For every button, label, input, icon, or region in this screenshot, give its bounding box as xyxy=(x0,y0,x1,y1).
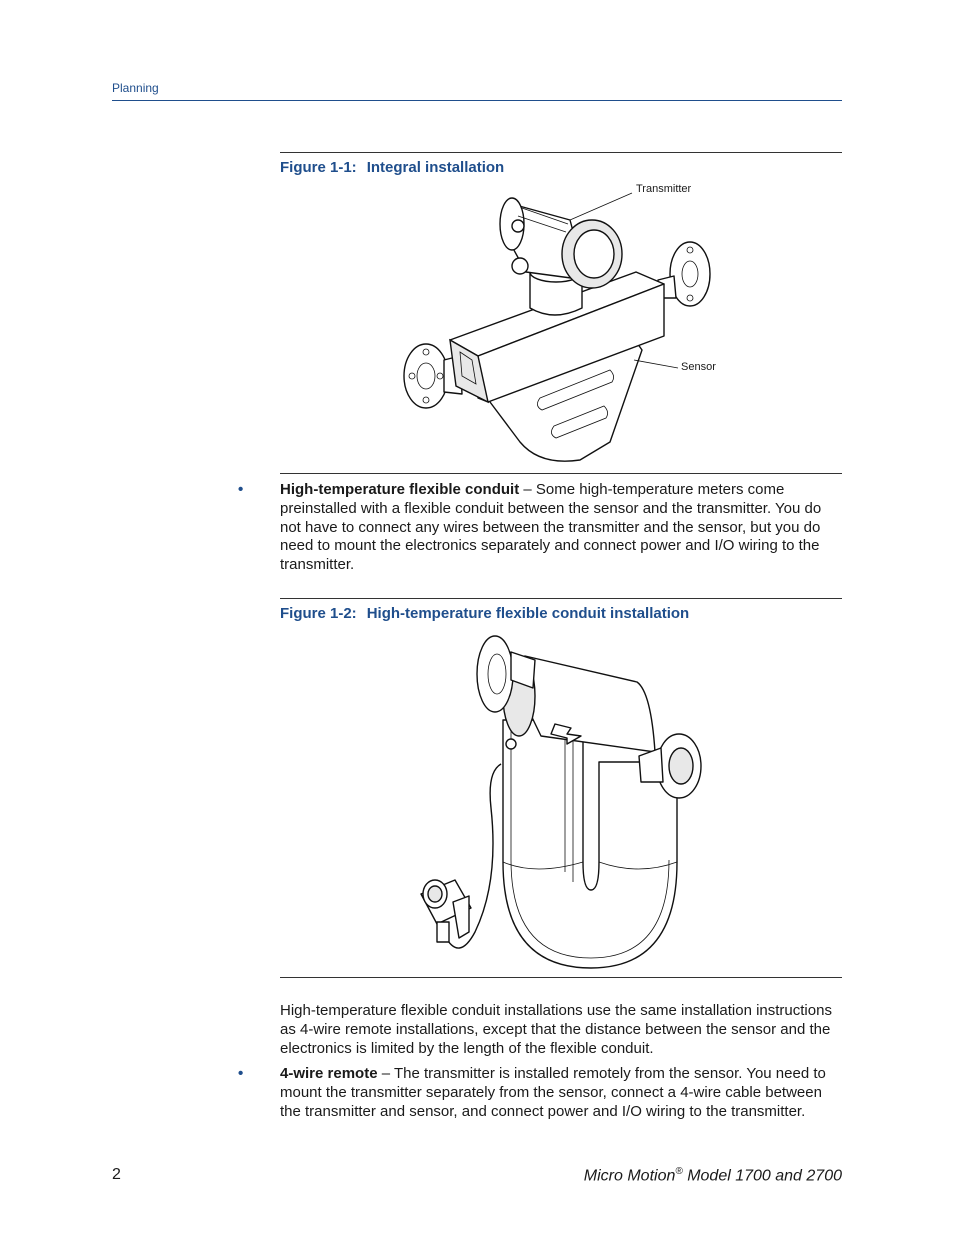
figure-1-caption xyxy=(280,159,504,176)
figure-2-title: High-temperature flexible conduit installation xyxy=(366,605,690,622)
page-number: 2 xyxy=(112,1166,121,1183)
figure-1-top-rule xyxy=(280,152,842,153)
bullet-2-marker: • xyxy=(238,1065,244,1082)
bullet-2-text xyxy=(280,1065,840,1121)
figure-2-top-rule xyxy=(280,598,842,599)
running-header: Planning xyxy=(112,81,159,95)
conduit-paragraph: High-temperature flexible conduit installations use the same installation instructions as 4-wire remote installations, except that the distance between the sensor and the electronics is limited by the length of the flexible conduit. xyxy=(280,1002,832,1057)
doc-brand: Micro Motion xyxy=(583,1167,676,1185)
callout-sensor: Sensor xyxy=(681,361,716,373)
header-rule xyxy=(112,100,842,101)
bullet-1-term: High-temperature flexible conduit xyxy=(280,481,520,498)
figure-2-number: Figure 1-2: xyxy=(280,605,357,622)
bullet-1-text xyxy=(280,481,840,575)
bullet-1-marker: • xyxy=(238,481,244,498)
registered-mark: ® xyxy=(675,1166,683,1177)
figure-2-bottom-rule xyxy=(280,977,842,978)
callout-transmitter: Transmitter xyxy=(636,183,692,195)
figure-2-caption xyxy=(280,605,689,622)
document-title xyxy=(584,1166,842,1185)
figure-1-number: Figure 1-1: xyxy=(280,159,357,176)
bullet-2-term: 4-wire remote xyxy=(280,1065,378,1082)
flexible-conduit-drawing xyxy=(415,632,715,972)
integral-installation-drawing xyxy=(400,180,720,470)
figure-1-title: Integral installation xyxy=(366,159,505,176)
doc-model: Model 1700 and 2700 xyxy=(682,1167,842,1185)
bullet-2-body: – The transmitter is installed remotely from the sensor. You need to mount the transmitter separately from the sensor, connect a 4-wire cable between the transmitter and sensor, and connect power and I/O wiring to the transmitter. xyxy=(280,1065,826,1120)
bullet-1-body: – Some high-temperature meters come preinstalled with a flexible conduit between the sensor and the transmitter. You do not have to connect any wires between the transmitter and the sensor, but you do need to mount the electronics separately and connect power and I/O wiring to the transmitter. xyxy=(280,481,822,574)
figure-1-bottom-rule xyxy=(280,473,842,474)
